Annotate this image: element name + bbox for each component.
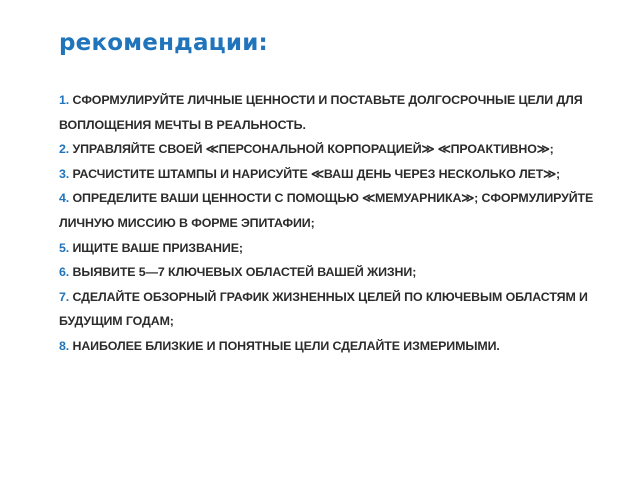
- item-text: ОПРЕДЕЛИТЕ ВАШИ ЦЕННОСТИ С ПОМОЩЬЮ ≪МЕМУАРНИКА≫; СФОРМУЛИРУЙТЕ ЛИЧНУЮ МИССИЮ В ФОРМЕ ЭПИТАФИИ;: [59, 191, 594, 230]
- item-number: 3.: [59, 166, 70, 181]
- item-number: 5.: [59, 240, 70, 255]
- list-item: [59, 186, 619, 235]
- list-item: [59, 162, 619, 187]
- slide-title: рекомендации:: [59, 30, 268, 56]
- item-text: ИЩИТЕ ВАШЕ ПРИЗВАНИЕ;: [72, 240, 243, 255]
- item-number: 6.: [59, 265, 70, 280]
- item-number: 1.: [59, 93, 70, 107]
- item-number: 4.: [59, 191, 70, 206]
- item-text: СФОРМУЛИРУЙТЕ ЛИЧНЫЕ ЦЕННОСТИ И ПОСТАВЬТЕ ДОЛГОСРОЧНЫЕ ЦЕЛИ ДЛЯ ВОПЛОЩЕНИЯ МЕЧТЫ В РЕАЛЬНОСТЬ.: [59, 93, 583, 132]
- item-number: 2.: [59, 142, 70, 157]
- list-item: [59, 260, 619, 285]
- list-item: [59, 137, 619, 162]
- recommendations-list: [59, 88, 619, 359]
- item-text: УПРАВЛЯЙТЕ СВОЕЙ ≪ПЕРСОНАЛЬНОЙ КОРПОРАЦИЕЙ≫ ≪ПРОАКТИВНО≫;: [72, 142, 554, 157]
- item-number: 8.: [59, 338, 70, 353]
- list-item: [59, 88, 619, 137]
- item-number: 7.: [59, 289, 70, 304]
- list-item: [59, 285, 619, 334]
- item-text: СДЕЛАЙТЕ ОБЗОРНЫЙ ГРАФИК ЖИЗНЕННЫХ ЦЕЛЕЙ ПО КЛЮЧЕВЫМ ОБЛАСТЯМ И БУДУЩИМ ГОДАМ;: [59, 289, 588, 329]
- item-text: РАСЧИСТИТЕ ШТАМПЫ И НАРИСУЙТЕ ≪ВАШ ДЕНЬ ЧЕРЕЗ НЕСКОЛЬКО ЛЕТ≫;: [72, 166, 561, 181]
- list-item: [59, 236, 619, 261]
- item-text: ВЫЯВИТЕ 5—7 КЛЮЧЕВЫХ ОБЛАСТЕЙ ВАШЕЙ ЖИЗНИ;: [72, 265, 417, 280]
- item-text: НАИБОЛЕЕ БЛИЗКИЕ И ПОНЯТНЫЕ ЦЕЛИ СДЕЛАЙТЕ ИЗМЕРИМЫМИ.: [72, 338, 500, 353]
- list-item: [59, 334, 619, 359]
